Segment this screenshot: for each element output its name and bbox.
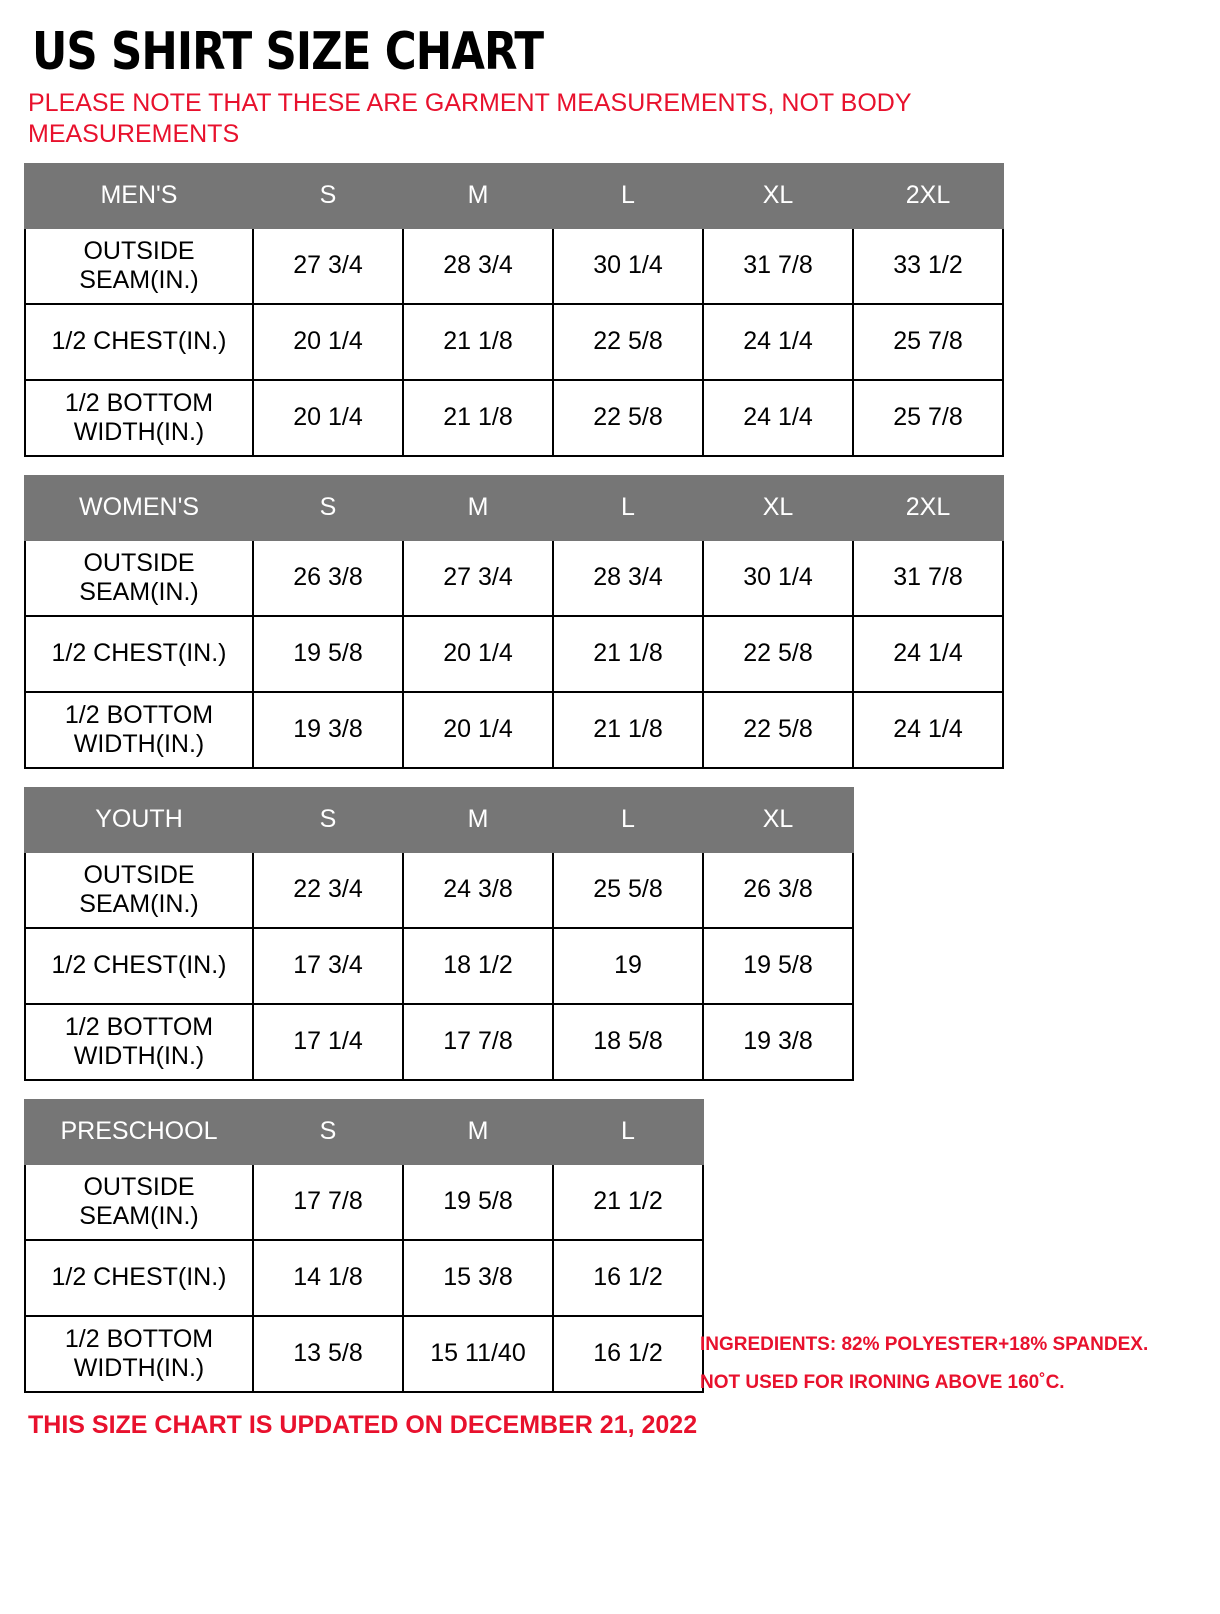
measurement-cell: 18 5/8 <box>553 1004 703 1080</box>
row-label: OUTSIDE SEAM(IN.) <box>25 540 253 616</box>
size-header: L <box>553 1100 703 1164</box>
ingredients-line-1: INGREDIENTS: 82% POLYESTER+18% SPANDEX. <box>700 1334 1149 1355</box>
size-table-preschool <box>24 1099 704 1393</box>
ingredients-line-2: NOT USED FOR IRONING ABOVE 160˚C. <box>700 1372 1065 1393</box>
measurement-cell: 22 5/8 <box>703 616 853 692</box>
row-label: 1/2 BOTTOM WIDTH(IN.) <box>25 1004 253 1080</box>
measurement-cell: 22 5/8 <box>553 380 703 456</box>
table-row <box>25 228 1003 304</box>
table-row <box>25 928 853 1004</box>
row-label: OUTSIDE SEAM(IN.) <box>25 228 253 304</box>
measurement-cell: 24 1/4 <box>703 380 853 456</box>
measurement-cell: 19 3/8 <box>703 1004 853 1080</box>
measurement-cell: 22 3/4 <box>253 852 403 928</box>
table-row <box>25 1316 703 1392</box>
measurement-cell: 26 3/8 <box>253 540 403 616</box>
measurement-cell: 24 1/4 <box>853 692 1003 768</box>
measurement-cell: 24 3/8 <box>403 852 553 928</box>
updated-date-note: THIS SIZE CHART IS UPDATED ON DECEMBER 21, 2022 <box>28 1411 698 1439</box>
table-header-row <box>25 164 1003 228</box>
size-header: M <box>403 164 553 228</box>
measurement-cell: 24 1/4 <box>703 304 853 380</box>
row-label: 1/2 CHEST(IN.) <box>25 304 253 380</box>
measurement-cell: 25 5/8 <box>553 852 703 928</box>
size-header: M <box>403 1100 553 1164</box>
page-title: US SHIRT SIZE CHART <box>32 22 544 82</box>
measurement-cell: 21 1/8 <box>403 304 553 380</box>
measurement-cell: 16 1/2 <box>553 1240 703 1316</box>
measurement-cell: 21 1/8 <box>553 692 703 768</box>
size-header: M <box>403 788 553 852</box>
measurement-cell: 27 3/4 <box>403 540 553 616</box>
measurement-cell: 21 1/8 <box>553 616 703 692</box>
row-label: 1/2 BOTTOM WIDTH(IN.) <box>25 380 253 456</box>
measurement-cell: 20 1/4 <box>253 380 403 456</box>
table-category-label: YOUTH <box>25 788 253 852</box>
measurement-cell: 13 5/8 <box>253 1316 403 1392</box>
table-header-row <box>25 476 1003 540</box>
size-table-mens <box>24 163 1004 457</box>
measurement-cell: 19 5/8 <box>403 1164 553 1240</box>
table-row <box>25 1240 703 1316</box>
table-row <box>25 1004 853 1080</box>
table-row <box>25 540 1003 616</box>
size-header: XL <box>703 476 853 540</box>
measurement-cell: 19 <box>553 928 703 1004</box>
size-header: S <box>253 476 403 540</box>
size-header: M <box>403 476 553 540</box>
size-header: 2XL <box>853 476 1003 540</box>
measurement-cell: 27 3/4 <box>253 228 403 304</box>
row-label: 1/2 CHEST(IN.) <box>25 1240 253 1316</box>
size-table-youth <box>24 787 854 1081</box>
row-label: OUTSIDE SEAM(IN.) <box>25 852 253 928</box>
measurement-cell: 17 7/8 <box>253 1164 403 1240</box>
measurement-cell: 22 5/8 <box>553 304 703 380</box>
size-header: XL <box>703 788 853 852</box>
row-label: OUTSIDE SEAM(IN.) <box>25 1164 253 1240</box>
measurement-cell: 30 1/4 <box>703 540 853 616</box>
measurement-cell: 19 5/8 <box>253 616 403 692</box>
row-label: 1/2 CHEST(IN.) <box>25 928 253 1004</box>
measurement-cell: 20 1/4 <box>253 304 403 380</box>
size-header: XL <box>703 164 853 228</box>
measurement-cell: 19 3/8 <box>253 692 403 768</box>
table-category-label: PRESCHOOL <box>25 1100 253 1164</box>
row-label: 1/2 BOTTOM WIDTH(IN.) <box>25 692 253 768</box>
size-header: S <box>253 164 403 228</box>
measurement-cell: 20 1/4 <box>403 616 553 692</box>
measurement-cell: 25 7/8 <box>853 304 1003 380</box>
ingredients-note <box>700 1326 1200 1402</box>
size-header: L <box>553 476 703 540</box>
table-header-row <box>25 788 853 852</box>
table-row <box>25 616 1003 692</box>
measurement-cell: 21 1/2 <box>553 1164 703 1240</box>
size-header: L <box>553 164 703 228</box>
row-label: 1/2 BOTTOM WIDTH(IN.) <box>25 1316 253 1392</box>
table-header-row <box>25 1100 703 1164</box>
measurement-cell: 15 11/40 <box>403 1316 553 1392</box>
table-row <box>25 1164 703 1240</box>
measurement-cell: 31 7/8 <box>853 540 1003 616</box>
measurement-cell: 20 1/4 <box>403 692 553 768</box>
measurement-note: PLEASE NOTE THAT THESE ARE GARMENT MEASUREMENTS, NOT BODY MEASUREMENTS <box>28 89 912 148</box>
measurement-cell: 33 1/2 <box>853 228 1003 304</box>
measurement-cell: 24 1/4 <box>853 616 1003 692</box>
measurement-cell: 17 7/8 <box>403 1004 553 1080</box>
table-row <box>25 304 1003 380</box>
table-row <box>25 380 1003 456</box>
table-row <box>25 692 1003 768</box>
measurement-cell: 18 1/2 <box>403 928 553 1004</box>
measurement-cell: 30 1/4 <box>553 228 703 304</box>
measurement-cell: 21 1/8 <box>403 380 553 456</box>
measurement-cell: 22 5/8 <box>703 692 853 768</box>
measurement-cell: 25 7/8 <box>853 380 1003 456</box>
size-header: S <box>253 788 403 852</box>
measurement-cell: 28 3/4 <box>553 540 703 616</box>
table-row <box>25 852 853 928</box>
measurement-cell: 26 3/8 <box>703 852 853 928</box>
measurement-cell: 31 7/8 <box>703 228 853 304</box>
measurement-cell: 17 3/4 <box>253 928 403 1004</box>
measurement-cell: 16 1/2 <box>553 1316 703 1392</box>
row-label: 1/2 CHEST(IN.) <box>25 616 253 692</box>
measurement-cell: 17 1/4 <box>253 1004 403 1080</box>
measurement-cell: 15 3/8 <box>403 1240 553 1316</box>
size-table-womens <box>24 475 1004 769</box>
size-header: 2XL <box>853 164 1003 228</box>
measurement-cell: 28 3/4 <box>403 228 553 304</box>
table-category-label: WOMEN'S <box>25 476 253 540</box>
size-header: S <box>253 1100 403 1164</box>
measurement-cell: 14 1/8 <box>253 1240 403 1316</box>
table-category-label: MEN'S <box>25 164 253 228</box>
measurement-cell: 19 5/8 <box>703 928 853 1004</box>
size-tables-container <box>24 163 1196 1393</box>
size-header: L <box>553 788 703 852</box>
